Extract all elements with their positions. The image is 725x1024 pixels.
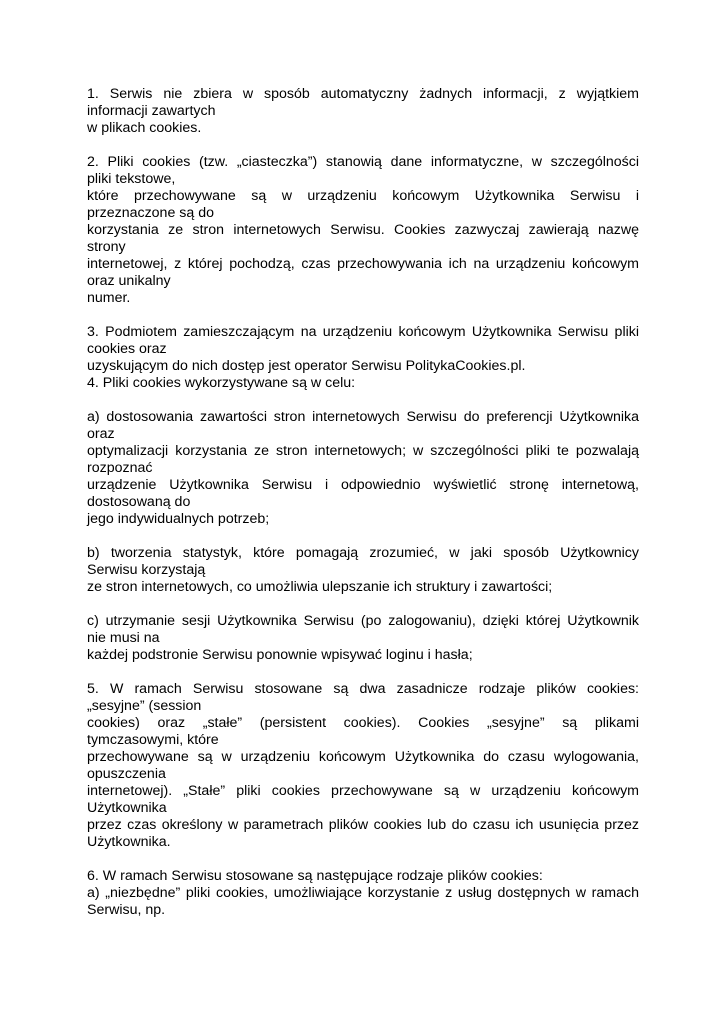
text-line: 6. W ramach Serwisu stosowane są następujące rodzaje plików cookies: — [87, 868, 543, 884]
text-line: tymczasowymi, które — [87, 732, 219, 748]
text-line: 1. Serwis nie zbiera w sposób automatyczny żadnych informacji, z wyjątkiem — [87, 86, 639, 102]
text-line: dostosowaną do — [87, 494, 191, 510]
text-line: korzystania ze stron internetowych Serwisu. Cookies zazwyczaj zawierają nazwę — [87, 222, 639, 238]
text-line: 3. Podmiotem zamieszczającym na urządzeniu końcowym Użytkownika Serwisu pliki — [87, 324, 639, 340]
text-line: przechowywane są w urządzeniu końcowym Użytkownika do czasu wylogowania, — [87, 749, 639, 765]
text-line: uzyskującym do nich dostęp jest operator Serwisu PolitykaCookies.pl. — [87, 358, 526, 374]
text-line: rozpoznać — [87, 460, 153, 476]
paragraph-gap — [87, 596, 639, 613]
text-line: opuszczenia — [87, 766, 166, 782]
paragraph-gap — [87, 528, 639, 545]
text-line: urządzenie Użytkownika Serwisu i odpowiednio wyświetlić stronę internetową, — [87, 477, 639, 493]
paragraph-gap — [87, 664, 639, 681]
text-line: przeznaczone są do — [87, 205, 214, 221]
text-line: które przechowywane są w urządzeniu końcowym Użytkownika Serwisu i — [87, 188, 639, 204]
paragraph-gap — [87, 851, 639, 868]
text-line: jego indywidualnych potrzeb; — [87, 511, 270, 527]
text-line: oraz — [87, 426, 115, 442]
text-line: „sesyjne” (session — [87, 698, 202, 714]
text-line: internetowej, z której pochodzą, czas przechowywania ich na urządzeniu końcowym — [87, 256, 639, 272]
text-line: Serwisu, np. — [87, 902, 166, 918]
text-line: 5. W ramach Serwisu stosowane są dwa zasadnicze rodzaje plików cookies: — [87, 681, 639, 697]
text-line: cookies) oraz „stałe” (persistent cookies). Cookies „sesyjne” są plikami — [87, 715, 639, 731]
document-body — [87, 86, 639, 919]
text-line: optymalizacji korzystania ze stron internetowych; w szczególności pliki te pozwalają — [87, 443, 639, 459]
text-line: w plikach cookies. — [87, 120, 202, 136]
text-line: c) utrzymanie sesji Użytkownika Serwisu (po zalogowaniu), dzięki której Użytkownik — [87, 613, 639, 629]
text-line: a) „niezbędne” pliki cookies, umożliwiające korzystanie z usług dostępnych w ramach — [87, 885, 639, 901]
paragraph-gap — [87, 392, 639, 409]
text-line: Serwisu korzystają — [87, 562, 206, 578]
text-line: b) tworzenia statystyk, które pomagają zrozumieć, w jaki sposób Użytkownicy — [87, 545, 639, 561]
text-line: przez czas określony w parametrach plików cookies lub do czasu ich usunięcia przez — [87, 817, 639, 833]
text-line: nie musi na — [87, 630, 160, 646]
text-line: Użytkownika — [87, 800, 167, 816]
text-line: a) dostosowania zawartości stron internetowych Serwisu do preferencji Użytkownika — [87, 409, 639, 425]
text-line: internetowej). „Stałe” pliki cookies przechowywane są w urządzeniu końcowym — [87, 783, 639, 799]
text-line: oraz unikalny — [87, 273, 171, 289]
text-line: strony — [87, 239, 126, 255]
paragraph-gap — [87, 137, 639, 154]
text-line: Użytkownika. — [87, 834, 171, 850]
text-line: pliki tekstowe, — [87, 171, 176, 187]
text-line: cookies oraz — [87, 341, 167, 357]
text-line: 4. Pliki cookies wykorzystywane są w celu: — [87, 375, 356, 391]
text-line: informacji zawartych — [87, 103, 216, 119]
text-line: numer. — [87, 290, 131, 306]
text-line: ze stron internetowych, co umożliwia ulepszanie ich struktury i zawartości; — [87, 579, 553, 595]
paragraph-gap — [87, 307, 639, 324]
text-line: każdej podstronie Serwisu ponownie wpisywać loginu i hasła; — [87, 647, 473, 663]
text-line: 2. Pliki cookies (tzw. „ciasteczka”) stanowią dane informatyczne, w szczególności — [87, 154, 639, 170]
